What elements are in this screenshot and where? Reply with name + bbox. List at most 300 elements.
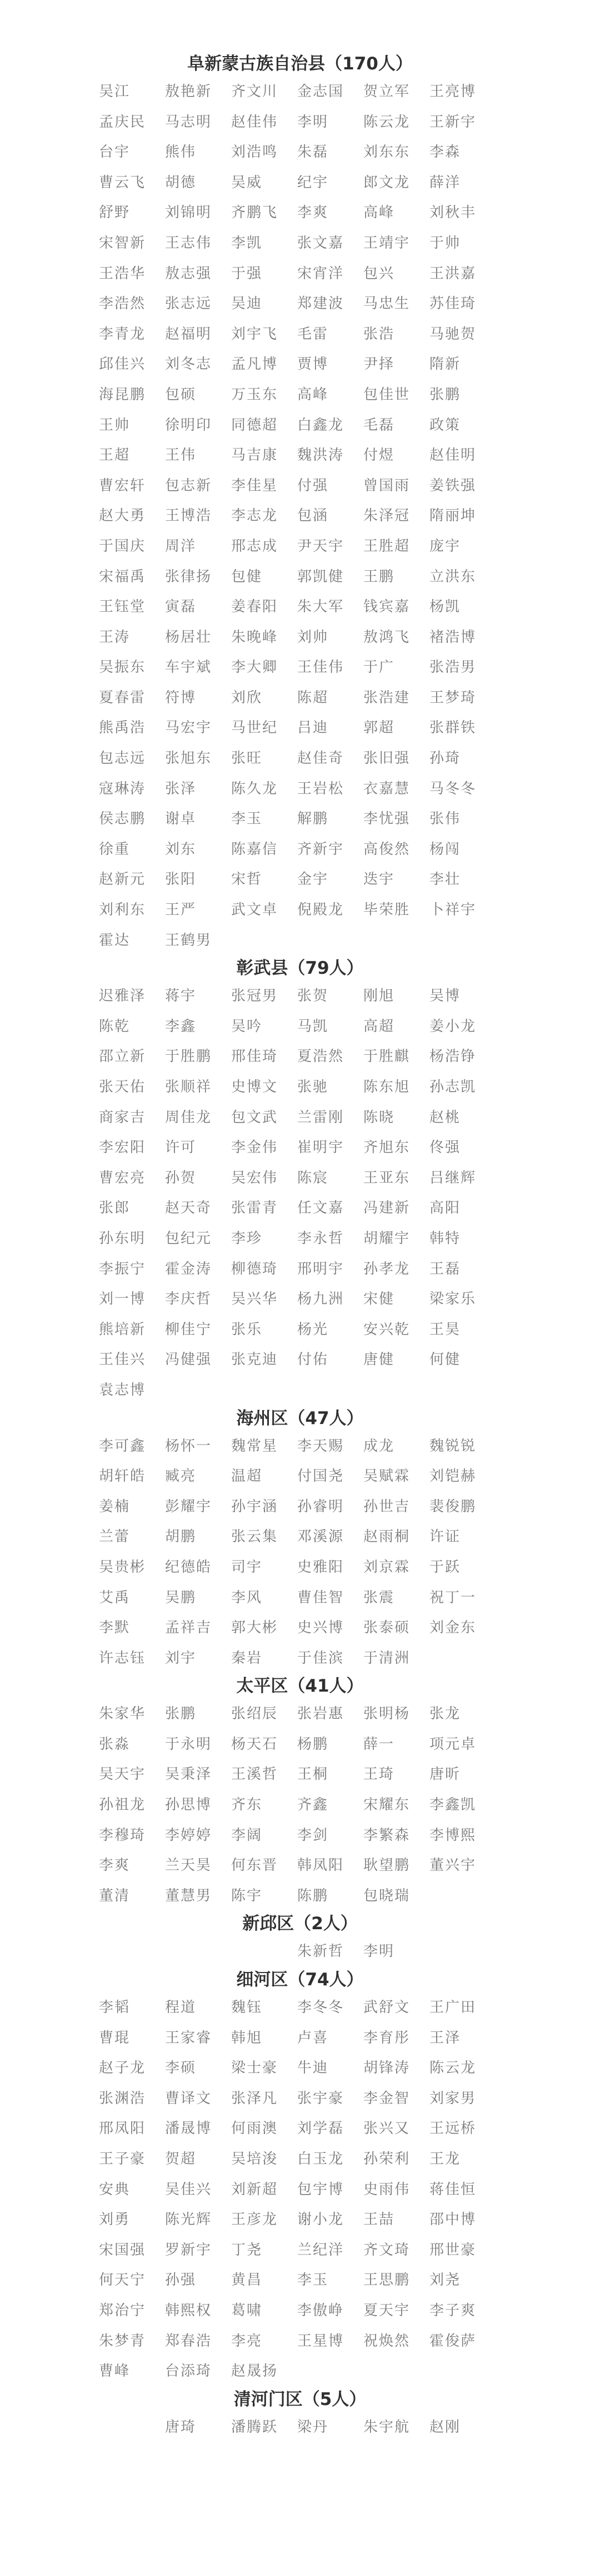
name-cell: 吴鹏	[165, 1589, 197, 1606]
name-cell: 于胜麒	[363, 1048, 411, 1065]
name-cell: 张明杨	[363, 1705, 411, 1723]
name-cell: 舒野	[99, 204, 131, 222]
name-cell: 刘帅	[297, 628, 329, 646]
name-cell: 吴振东	[99, 659, 146, 676]
name-cell: 台添琦	[165, 2363, 212, 2380]
name-cell: 张震	[363, 1589, 395, 1606]
name-cell: 刘尧	[429, 2272, 461, 2289]
name-cell: 王泽	[429, 2029, 461, 2046]
name-cell: 张雷青	[231, 1200, 278, 1217]
name-cell: 马忠生	[363, 295, 411, 313]
name-cell: 王胜超	[363, 537, 411, 555]
name-cell: 郎文龙	[363, 174, 411, 191]
name-cell: 韩旭	[231, 2029, 263, 2046]
name-cell: 韩特	[429, 1230, 461, 1247]
name-cell: 商家吉	[99, 1109, 146, 1126]
name-cell: 齐鹏飞	[231, 204, 278, 222]
name-cell: 陈嘉信	[231, 841, 278, 858]
name-cell: 刘勇	[99, 2211, 131, 2228]
section-title: 太平区（41人）	[236, 1676, 364, 1697]
name-cell: 佟强	[429, 1139, 461, 1156]
name-cell: 赵雨桐	[363, 1528, 411, 1546]
name-cell: 齐文琦	[363, 2241, 411, 2258]
name-cell: 车宇斌	[165, 659, 212, 676]
name-cell: 兰天昊	[165, 1857, 212, 1874]
name-cell: 张旧强	[363, 750, 411, 767]
name-cell: 宋福禹	[99, 568, 146, 585]
name-grid	[99, 1936, 600, 1967]
name-cell: 兰雷刚	[297, 1109, 344, 1126]
name-cell: 史兴博	[297, 1619, 344, 1637]
name-cell: 贺超	[165, 2151, 197, 2167]
name-cell: 高俊然	[363, 841, 411, 858]
name-cell: 杨九洲	[297, 1291, 344, 1308]
name-cell: 夏浩然	[297, 1048, 344, 1065]
name-cell: 李佳星	[231, 477, 278, 494]
name-cell: 李森	[429, 144, 461, 161]
name-cell: 王远桥	[429, 2120, 477, 2137]
name-cell: 宋耀东	[363, 1797, 411, 1814]
name-cell: 王新宇	[429, 113, 477, 130]
name-cell: 曹琨	[99, 2029, 131, 2046]
name-cell: 熊禹浩	[99, 720, 146, 737]
name-cell: 祝焕然	[363, 2332, 411, 2349]
name-cell: 赵晟扬	[231, 2363, 278, 2380]
name-cell	[165, 1936, 231, 1967]
name-cell: 张克迪	[231, 1351, 278, 1368]
name-cell: 包健	[231, 568, 263, 585]
name-cell: 夏春雷	[99, 689, 146, 706]
name-cell: 马凯	[297, 1018, 329, 1035]
name-cell: 周洋	[165, 537, 197, 555]
name-cell: 魏锐锐	[429, 1437, 477, 1455]
section-title: 海州区（47人）	[236, 1408, 364, 1428]
name-cell: 吕迪	[297, 720, 329, 737]
name-cell: 刘秋丰	[429, 204, 477, 222]
name-cell: 刘宇	[165, 1649, 197, 1667]
name-cell: 梁丹	[297, 2418, 329, 2436]
name-cell: 陈晓	[363, 1109, 395, 1126]
name-cell: 薛一	[363, 1735, 395, 1753]
name-cell: 杨天石	[231, 1735, 278, 1753]
name-cell: 海昆鹏	[99, 386, 146, 403]
name-cell: 赵大勇	[99, 507, 146, 525]
name-cell: 邵立新	[99, 1048, 146, 1065]
name-cell: 徐重	[99, 841, 131, 858]
name-cell: 赵佳明	[429, 447, 477, 464]
name-cell: 李阔	[231, 1827, 263, 1844]
name-cell: 贺立军	[363, 83, 411, 100]
name-cell: 李庆哲	[165, 1291, 212, 1308]
name-cell: 高峰	[363, 204, 395, 222]
section-title: 清河门区（5人）	[233, 2389, 367, 2409]
name-cell: 王钰堂	[99, 598, 146, 616]
name-cell: 邢志成	[231, 537, 278, 555]
name-cell: 张驰	[297, 1079, 329, 1095]
name-cell: 刘新超	[231, 2181, 278, 2198]
name-cell: 朱宇航	[363, 2418, 411, 2436]
name-cell: 刚旭	[363, 988, 395, 1005]
name-cell: 姜小龙	[429, 1018, 477, 1035]
name-cell: 张渊浩	[99, 2090, 146, 2107]
name-cell: 安典	[99, 2181, 131, 2198]
name-cell: 于国庆	[99, 537, 146, 555]
name-cell: 杨鹏	[297, 1735, 329, 1753]
name-cell: 朱梦青	[99, 2332, 146, 2349]
name-cell: 王喆	[363, 2211, 395, 2228]
name-cell: 王琦	[363, 1766, 395, 1783]
name-cell: 刘一博	[99, 1291, 146, 1308]
name-cell: 朱泽冠	[363, 507, 411, 525]
name-cell: 朱家华	[99, 1705, 146, 1723]
name-cell: 卢喜	[297, 2029, 329, 2046]
name-cell: 曾国雨	[363, 477, 411, 494]
name-cell: 寇琳涛	[99, 780, 146, 797]
name-cell: 李金智	[363, 2090, 411, 2107]
name-cell	[99, 2412, 165, 2443]
name-cell: 包文武	[231, 1109, 278, 1126]
name-cell: 韩熙权	[165, 2302, 212, 2319]
name-cell: 孙宇涵	[231, 1498, 278, 1515]
name-cell: 付国尧	[297, 1468, 344, 1485]
name-cell: 曹宏轩	[99, 477, 146, 494]
section-title: 细河区（74人）	[236, 1970, 364, 1990]
name-cell: 王昊	[429, 1321, 461, 1338]
name-cell: 温超	[231, 1468, 263, 1485]
name-cell: 吴赋霖	[363, 1468, 411, 1485]
name-cell: 张浩建	[363, 689, 411, 706]
name-cell: 薛洋	[429, 174, 461, 191]
name-cell: 王思鹏	[363, 2272, 411, 2289]
name-cell: 许证	[429, 1528, 461, 1546]
name-cell: 李默	[99, 1619, 131, 1637]
name-cell: 李可鑫	[99, 1437, 146, 1455]
name-cell: 张乐	[231, 1321, 263, 1338]
name-cell: 宋宵洋	[297, 265, 344, 282]
name-cell: 王岩松	[297, 780, 344, 797]
name-cell: 曹佳智	[297, 1589, 344, 1606]
name-cell: 司宇	[231, 1558, 263, 1576]
name-cell: 许志钰	[99, 1649, 146, 1667]
name-cell: 陈久龙	[231, 780, 278, 797]
name-cell: 倪殿龙	[297, 902, 344, 919]
name-cell: 张顺祥	[165, 1079, 212, 1095]
name-cell: 毕荣胜	[363, 902, 411, 919]
name-cell: 隋丽坤	[429, 507, 477, 525]
name-grid	[99, 77, 600, 955]
name-cell: 高峰	[297, 386, 329, 403]
name-cell: 胡轩皓	[99, 1468, 146, 1485]
name-cell: 李青龙	[99, 325, 146, 343]
name-cell: 张冠男	[231, 988, 278, 1005]
name-cell: 姜楠	[99, 1498, 131, 1515]
name-cell: 包佳世	[363, 386, 411, 403]
name-cell: 吴迪	[231, 295, 263, 313]
name-cell: 齐新宇	[297, 841, 344, 858]
name-cell: 郑建波	[297, 295, 344, 313]
name-cell: 解鹏	[297, 811, 329, 828]
name-cell: 王佳兴	[99, 1351, 146, 1368]
name-cell: 王严	[165, 902, 197, 919]
name-cell: 邢世豪	[429, 2241, 477, 2258]
name-cell: 朱磊	[297, 144, 329, 161]
name-cell: 王靖宇	[363, 234, 411, 251]
name-cell	[99, 1936, 165, 1967]
name-cell: 胡锋涛	[363, 2060, 411, 2077]
name-cell: 张旭东	[165, 750, 212, 767]
name-cell: 齐旭东	[363, 1139, 411, 1156]
name-cell: 郑治宁	[99, 2302, 146, 2319]
name-cell: 裴俊鹏	[429, 1498, 477, 1515]
name-cell: 艾禹	[99, 1589, 131, 1606]
name-cell: 于佳滨	[297, 1649, 344, 1667]
name-cell: 曹云飞	[99, 174, 146, 191]
name-cell: 邢凤阳	[99, 2120, 146, 2137]
name-cell: 胡德	[165, 174, 197, 191]
name-cell: 宋哲	[231, 871, 263, 888]
name-cell: 唐健	[363, 1351, 395, 1368]
name-cell: 贾博	[297, 356, 329, 373]
name-cell: 梁士豪	[231, 2060, 278, 2077]
name-cell: 吴威	[231, 174, 263, 191]
name-cell: 邢佳琦	[231, 1048, 278, 1065]
name-cell: 李明	[363, 1943, 395, 1960]
name-cell: 李风	[231, 1589, 263, 1606]
name-cell: 黄昌	[231, 2272, 263, 2289]
name-cell: 郭超	[363, 720, 395, 737]
name-cell: 张群铁	[429, 720, 477, 737]
name-cell: 彭耀宇	[165, 1498, 212, 1515]
name-cell: 史雅阳	[297, 1558, 344, 1576]
name-cell: 李珍	[231, 1230, 263, 1247]
name-cell: 王超	[99, 447, 131, 464]
name-cell: 马宏宇	[165, 720, 212, 737]
name-cell: 刘家男	[429, 2090, 477, 2107]
name-cell: 董清	[99, 1887, 131, 1904]
name-cell: 包晓瑞	[363, 1887, 411, 1904]
name-cell: 曹峰	[99, 2363, 131, 2380]
name-cell: 张浩男	[429, 659, 477, 676]
name-cell: 白玉龙	[297, 2151, 344, 2167]
name-cell: 赵天奇	[165, 1200, 212, 1217]
name-cell: 包宇博	[297, 2181, 344, 2198]
name-cell: 王鹤男	[165, 932, 212, 949]
name-cell: 葛啸	[231, 2302, 263, 2319]
name-cell: 刘欣	[231, 689, 263, 706]
name-cell: 王伟	[165, 447, 197, 464]
name-cell: 朱新哲	[297, 1943, 344, 1960]
name-cell: 马志明	[165, 113, 212, 130]
name-cell: 刘铠赫	[429, 1468, 477, 1485]
name-cell: 曹宏亮	[99, 1169, 146, 1186]
name-cell: 孙琦	[429, 750, 461, 767]
name-cell: 付强	[297, 477, 329, 494]
name-cell: 孙思博	[165, 1797, 212, 1814]
name-cell: 陈东旭	[363, 1079, 411, 1095]
name-cell: 程道	[165, 1999, 197, 2016]
name-cell: 项元卓	[429, 1735, 477, 1753]
name-cell: 王磊	[429, 1260, 461, 1277]
name-cell: 张鹏	[165, 1705, 197, 1723]
name-cell: 李剑	[297, 1827, 329, 1844]
name-grid	[99, 1431, 600, 1674]
name-cell: 付佑	[297, 1351, 329, 1368]
name-cell: 赵新元	[99, 871, 146, 888]
name-cell: 潘晟博	[165, 2120, 212, 2137]
name-cell: 冯健强	[165, 1351, 212, 1368]
name-cell: 王浩华	[99, 265, 146, 282]
name-cell: 王龙	[429, 2151, 461, 2167]
name-cell: 白鑫龙	[297, 416, 344, 434]
name-cell: 刘东东	[363, 144, 411, 161]
name-cell: 王广田	[429, 1999, 477, 2016]
name-cell: 李宏阳	[99, 1139, 146, 1156]
name-cell: 王星博	[297, 2332, 344, 2349]
section-title: 阜新蒙古族自治县（170人）	[187, 54, 413, 74]
name-cell: 熊伟	[165, 144, 197, 161]
name-cell: 张贺	[297, 988, 329, 1005]
name-cell: 陈鹏	[297, 1887, 329, 1904]
name-cell: 李凯	[231, 234, 263, 251]
name-cell: 吴江	[99, 83, 131, 100]
name-cell: 孙贺	[165, 1169, 197, 1186]
name-cell: 于清洲	[363, 1649, 411, 1667]
name-cell: 张文嘉	[297, 234, 344, 251]
name-cell: 张淼	[99, 1735, 131, 1753]
name-cell: 兰蕾	[99, 1528, 131, 1546]
name-cell: 杨闯	[429, 841, 461, 858]
name-cell: 王洪嘉	[429, 265, 477, 282]
name-cell: 包纪元	[165, 1230, 212, 1247]
name-cell: 丁尧	[231, 2241, 263, 2258]
name-cell: 郭大彬	[231, 1619, 278, 1637]
name-cell: 蒋宇	[165, 988, 197, 1005]
name-cell: 刘利东	[99, 902, 146, 919]
name-cell: 牛迪	[297, 2060, 329, 2077]
name-cell: 李大卿	[231, 659, 278, 676]
name-cell: 李浩然	[99, 295, 146, 313]
name-cell: 高超	[363, 1018, 395, 1035]
name-cell: 邵中博	[429, 2211, 477, 2228]
name-cell: 姜春阳	[231, 598, 278, 616]
name-cell: 卜祥宇	[429, 902, 477, 919]
name-cell: 蒋佳恒	[429, 2181, 477, 2198]
name-cell: 武文卓	[231, 902, 278, 919]
name-cell: 李育彤	[363, 2029, 411, 2046]
name-cell: 袁志博	[99, 1381, 146, 1398]
name-cell: 吴佳兴	[165, 2181, 212, 2198]
name-cell: 李穆琦	[99, 1827, 146, 1844]
name-cell: 毛雷	[297, 325, 329, 343]
name-cell: 张兴又	[363, 2120, 411, 2137]
name-cell: 张伟	[429, 811, 461, 828]
name-cell: 敖鸿飞	[363, 628, 411, 646]
name-cell: 何东晋	[231, 1857, 278, 1874]
name-cell: 陈乾	[99, 1018, 131, 1035]
name-cell: 曹译文	[165, 2090, 212, 2107]
name-cell: 耿望鹏	[363, 1857, 411, 1874]
name-cell: 秦岩	[231, 1649, 263, 1667]
name-cell: 邓溪源	[297, 1528, 344, 1546]
name-cell: 于胜鹏	[165, 1048, 212, 1065]
name-cell: 刘金东	[429, 1619, 477, 1637]
name-cell: 包硕	[165, 386, 197, 403]
name-cell: 苏佳琦	[429, 295, 477, 313]
name-cell: 张郎	[99, 1200, 131, 1217]
name-cell: 付煜	[363, 447, 395, 464]
name-grid	[99, 981, 600, 1405]
name-cell: 刘京霖	[363, 1558, 411, 1576]
name-cell: 何健	[429, 1351, 461, 1368]
name-cell: 史博文	[231, 1079, 278, 1095]
name-cell: 庞宇	[429, 537, 461, 555]
name-cell: 张鹏	[429, 386, 461, 403]
name-cell: 柳佳宁	[165, 1321, 212, 1338]
name-grid	[99, 1993, 600, 2387]
name-cell: 张泰硕	[363, 1619, 411, 1637]
name-cell: 杨浩铮	[429, 1048, 477, 1065]
name-cell: 宋智新	[99, 234, 146, 251]
name-cell: 董慧男	[165, 1887, 212, 1904]
name-cell: 于帅	[429, 234, 461, 251]
name-cell: 霍金涛	[165, 1260, 212, 1277]
name-cell: 张律扬	[165, 568, 212, 585]
name-cell: 孙睿明	[297, 1498, 344, 1515]
name-cell: 张龙	[429, 1705, 461, 1723]
name-cell: 于跃	[429, 1558, 461, 1576]
name-cell: 张泽	[165, 780, 197, 797]
name-cell: 徐明印	[165, 416, 212, 434]
name-cell: 政策	[429, 416, 461, 434]
name-cell: 宋健	[363, 1291, 395, 1308]
name-cell: 郭凯健	[297, 568, 344, 585]
name-cell: 唐昕	[429, 1766, 461, 1783]
name-cell: 于广	[363, 659, 395, 676]
name-cell: 包志远	[99, 750, 146, 767]
name-cell: 刘浩鸣	[231, 144, 278, 161]
name-cell: 李婷婷	[165, 1827, 212, 1844]
name-cell: 夏天宇	[363, 2302, 411, 2319]
name-cell: 孟祥吉	[165, 1619, 212, 1637]
name-cell: 张旺	[231, 750, 263, 767]
section-title: 彰武县（79人）	[236, 958, 364, 979]
name-cell: 张绍辰	[231, 1705, 278, 1723]
name-cell: 王佳伟	[297, 659, 344, 676]
name-cell: 纪德皓	[165, 1558, 212, 1576]
name-cell: 李硕	[165, 2060, 197, 2077]
roster-document	[0, 51, 600, 2442]
name-cell: 吴贵彬	[99, 1558, 146, 1576]
name-cell: 何天宁	[99, 2272, 146, 2289]
name-cell: 张岩惠	[297, 1705, 344, 1723]
name-cell: 张泽凡	[231, 2090, 278, 2107]
name-grid	[99, 2412, 600, 2443]
name-cell: 于强	[231, 265, 263, 282]
name-cell: 李振宁	[99, 1260, 146, 1277]
name-cell: 杨居壮	[165, 628, 212, 646]
name-cell: 张宇豪	[297, 2090, 344, 2107]
name-cell: 孙荣利	[363, 2151, 411, 2167]
name-cell: 台宇	[99, 144, 131, 161]
name-cell: 高阳	[429, 1200, 461, 1217]
name-grid	[99, 1699, 600, 1911]
name-cell: 陈超	[297, 689, 329, 706]
name-cell: 侯志鹏	[99, 811, 146, 828]
name-cell: 包志新	[165, 477, 212, 494]
name-cell: 包兴	[363, 265, 395, 282]
name-cell: 吴吟	[231, 1018, 263, 1035]
name-cell: 冯建新	[363, 1200, 411, 1217]
